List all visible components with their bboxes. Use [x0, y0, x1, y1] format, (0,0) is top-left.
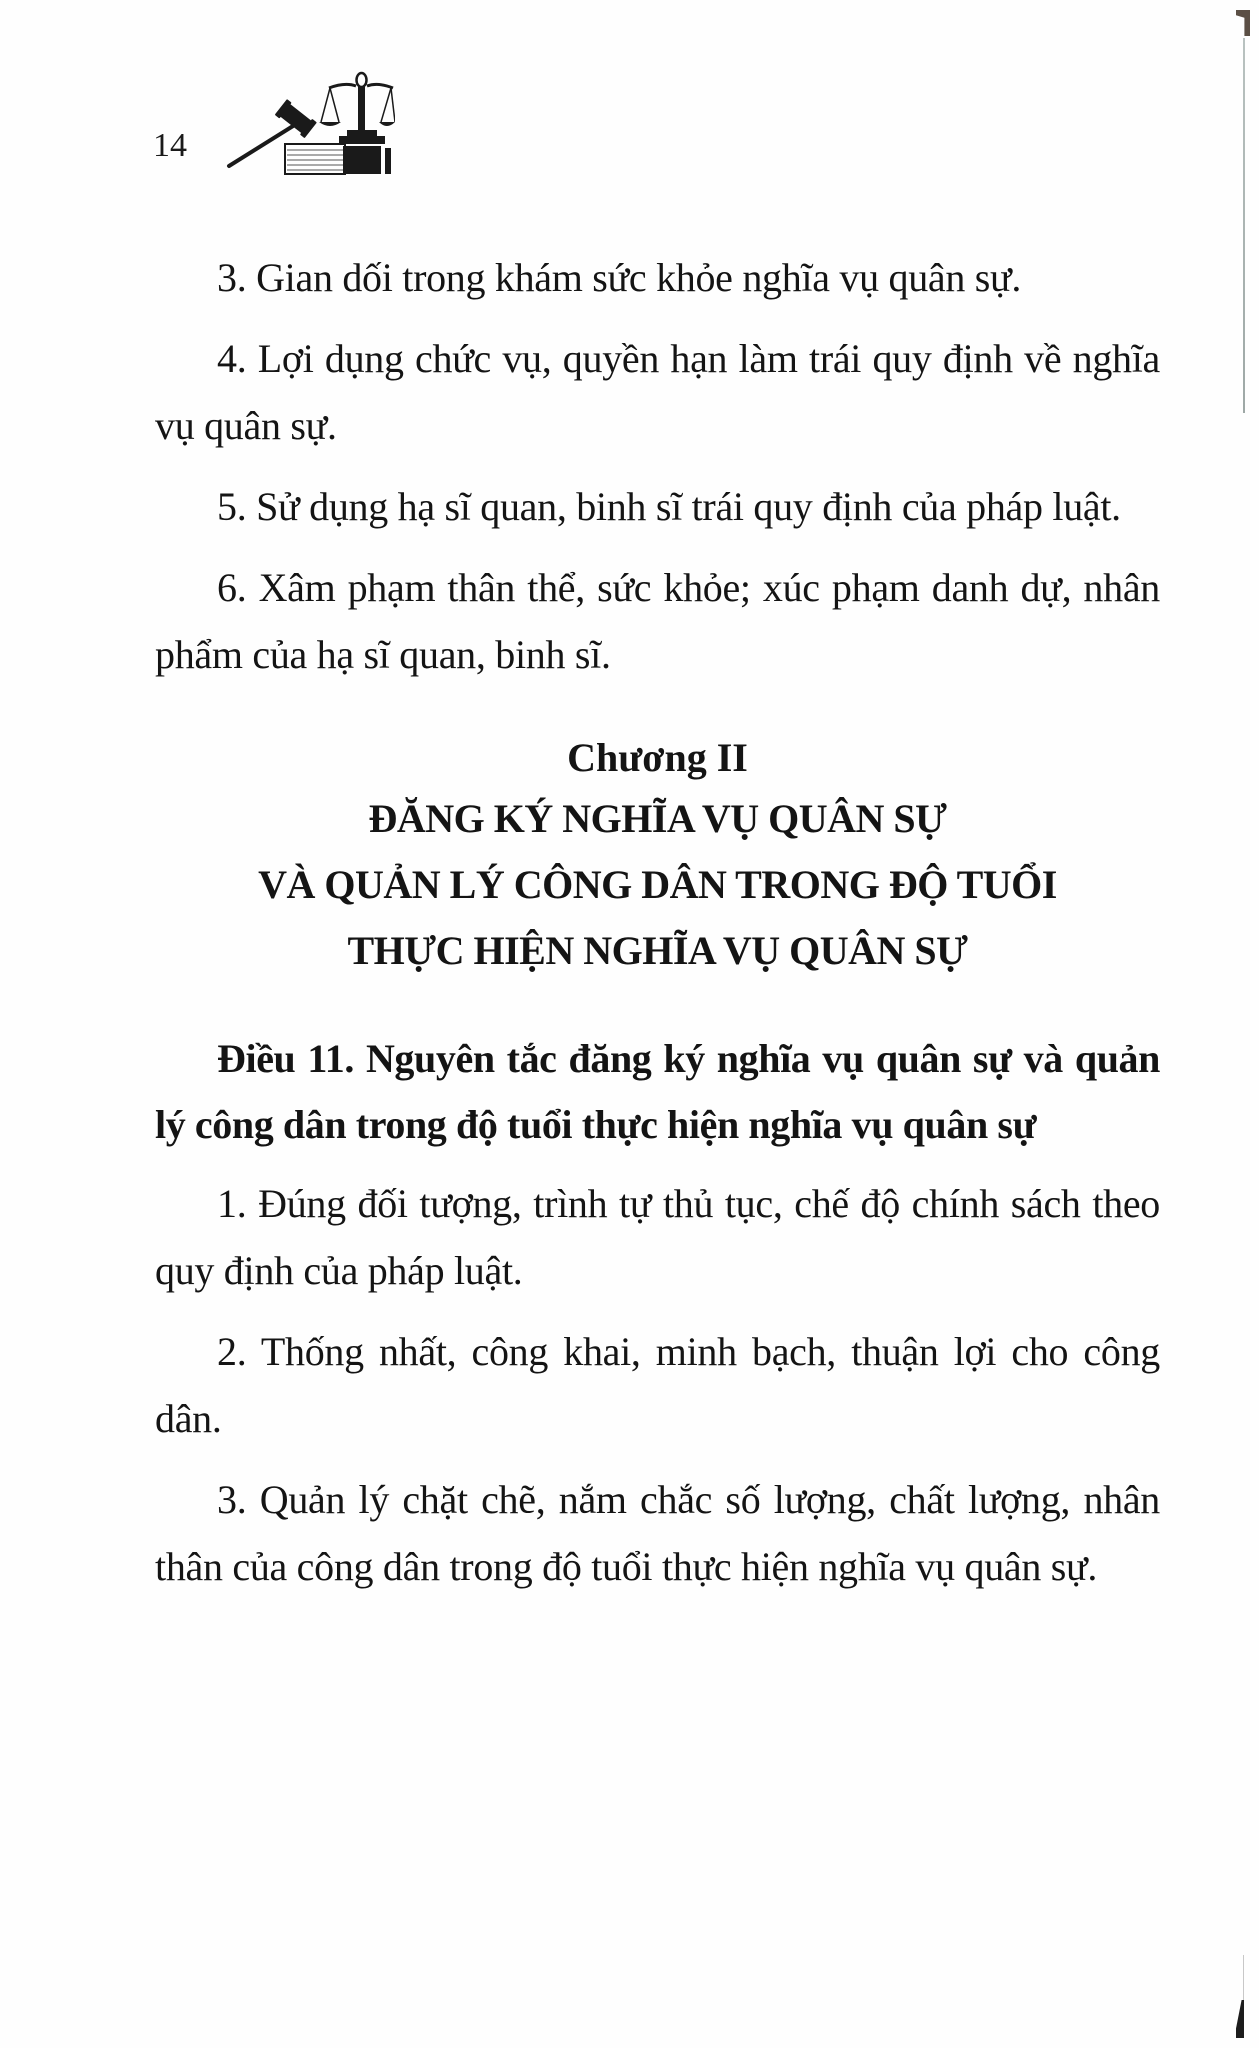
scan-edge-line [1243, 1955, 1244, 2005]
list-item: 1. Đúng đối tượng, trình tự thủ tục, chế độ chính sách theo quy định của pháp luật. [155, 1181, 1160, 1293]
scan-edge-artifact [1236, 10, 1250, 36]
scan-edge-artifact [1236, 2000, 1244, 2038]
list-item: 6. Xâm phạm thân thể, sức khỏe; xúc phạm danh dự, nhân phẩm của hạ sĩ quan, binh sĩ. [155, 565, 1160, 677]
chapter-title-line: VÀ QUẢN LÝ CÔNG DÂN TRONG ĐỘ TUỔI [258, 862, 1057, 907]
article-body [155, 1170, 1160, 1600]
article-heading: Điều 11. Nguyên tắc đăng ký nghĩa vụ quân sự và quản lý công dân trong độ tuổi thực hiện nghĩa vụ quân sự [155, 1036, 1160, 1147]
chapter-label: Chương II [567, 735, 748, 780]
list-item: 5. Sử dụng hạ sĩ quan, binh sĩ trái quy định của pháp luật. [217, 484, 1121, 529]
page-content [155, 244, 1160, 1600]
prohibited-acts-list [155, 244, 1160, 688]
list-item: 4. Lợi dụng chức vụ, quyền hạn làm trái quy định về nghĩa vụ quân sự. [155, 336, 1160, 448]
chapter-title-line: THỰC HIỆN NGHĨA VỤ QUÂN SỰ [347, 928, 968, 973]
page-number: 14 [153, 127, 187, 164]
scan-edge-line [1243, 38, 1245, 413]
list-item: 2. Thống nhất, công khai, minh bạch, thuận lợi cho công dân. [155, 1329, 1160, 1441]
article-11 [155, 1026, 1160, 1600]
scales-of-justice-icon [225, 68, 395, 178]
chapter-title-line: ĐĂNG KÝ NGHĨA VỤ QUÂN SỰ [368, 796, 947, 841]
chapter-heading [155, 730, 1160, 984]
list-item: 3. Gian dối trong khám sức khỏe nghĩa vụ quân sự. [217, 255, 1022, 300]
list-item: 3. Quản lý chặt chẽ, nắm chắc số lượng, chất lượng, nhân thân của công dân trong độ tuổi thực hiện nghĩa vụ quân sự. [155, 1477, 1160, 1589]
